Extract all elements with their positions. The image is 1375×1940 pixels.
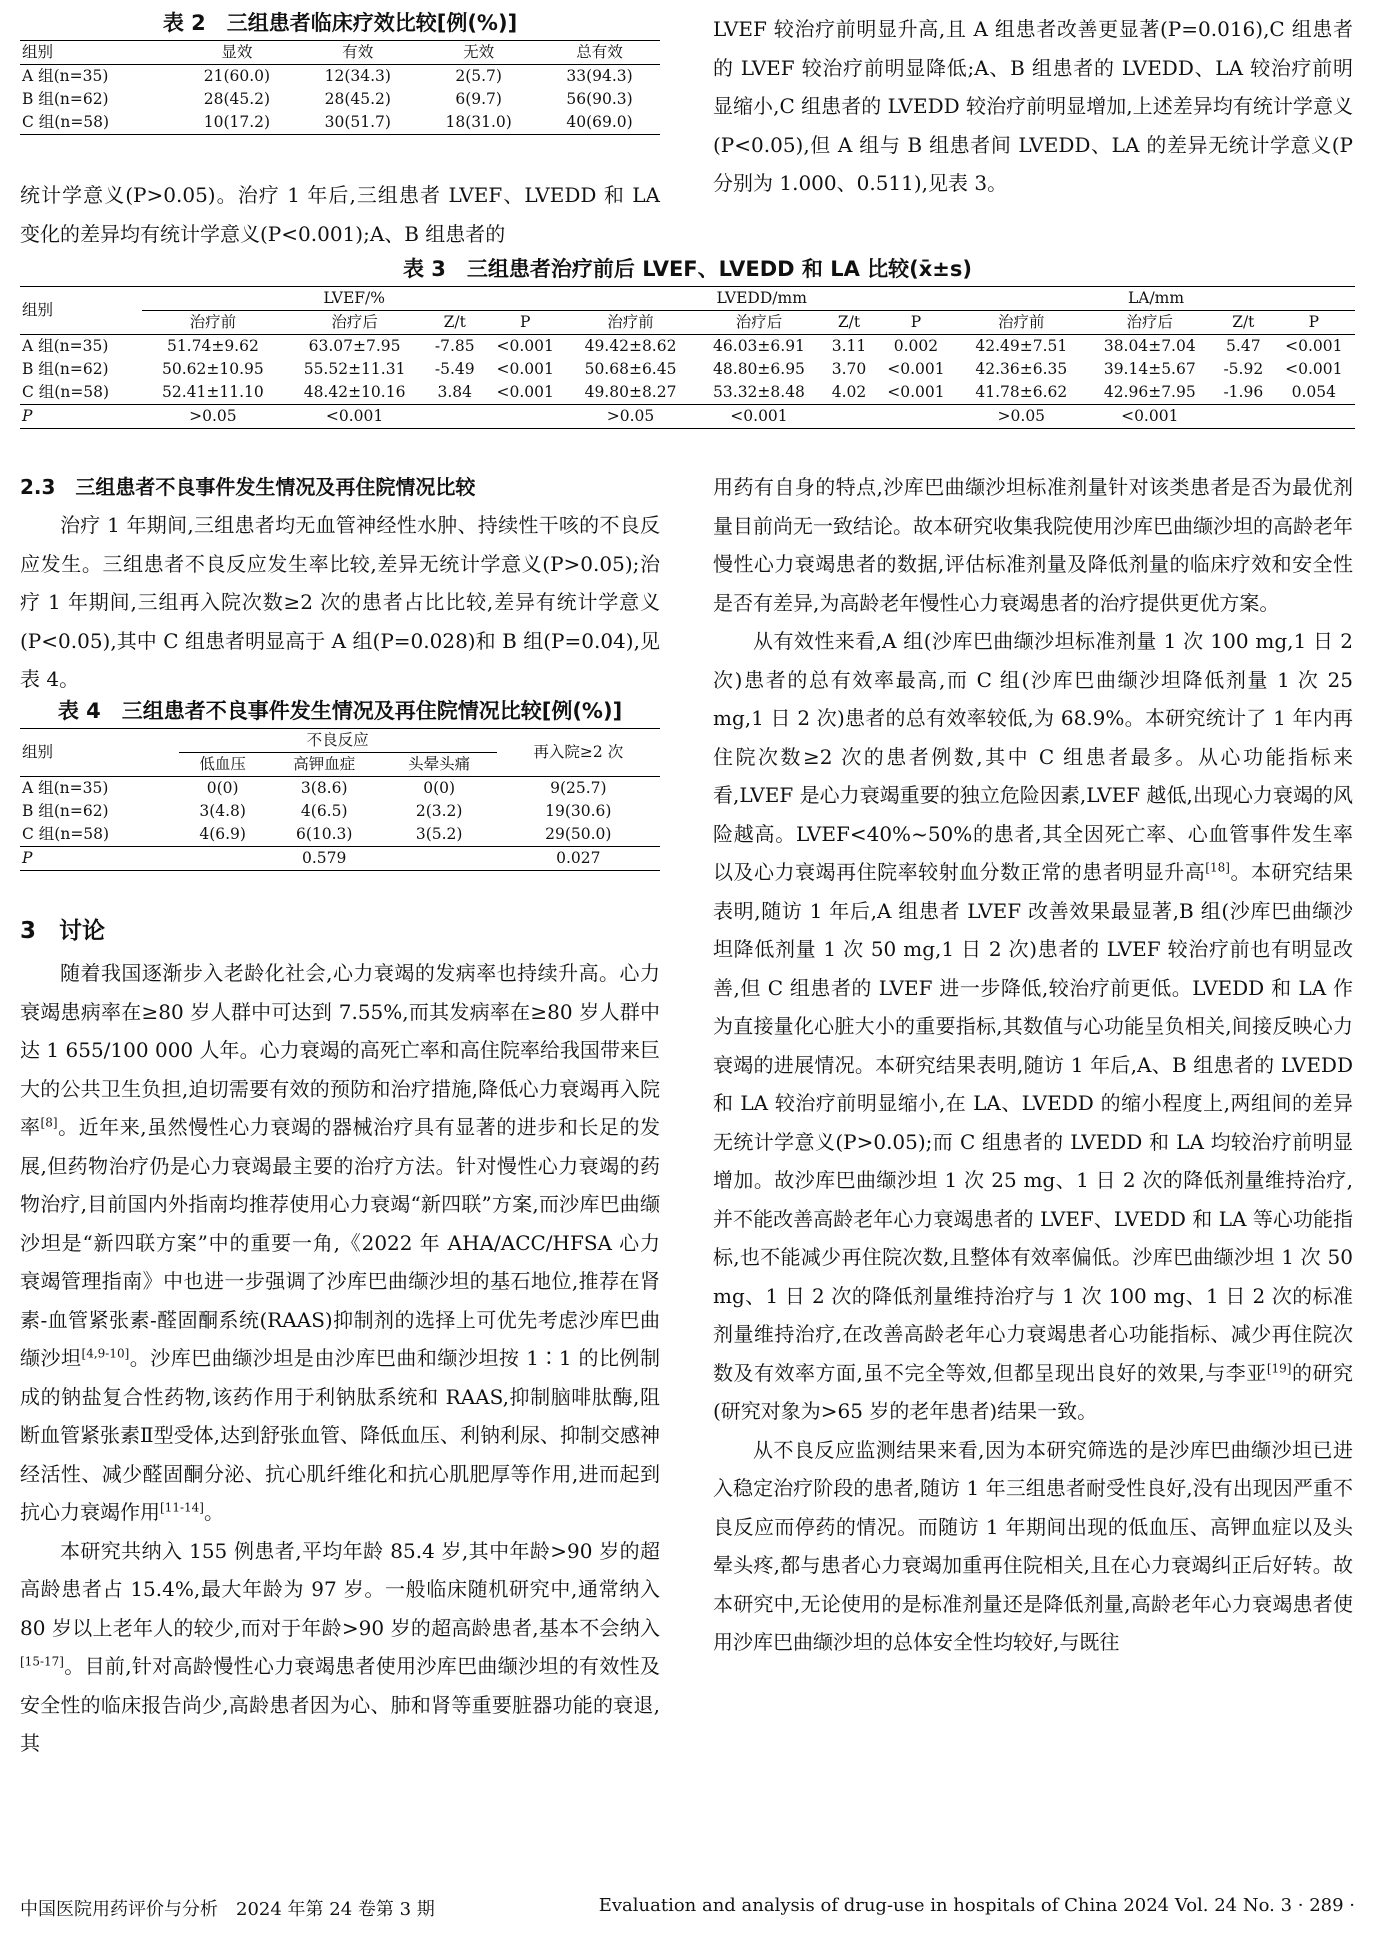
col-header: 治疗前 <box>189 313 237 331</box>
group-header-lvef: LVEF/% <box>142 287 566 311</box>
table-cell: <0.001 <box>887 383 945 401</box>
table-cell: 5.47 <box>1226 337 1261 355</box>
table-cell: <0.001 <box>496 337 554 355</box>
paragraph: 随着我国逐渐步入老龄化社会,心力衰竭的发病率也持续升高。心力衰竭患病率在≥80 岁人群中可达到 7.55%,而其发病率在≥80 岁人群中达 1 655/100 000 人年。心力衰竭的高死亡率和高住院率给我国带来巨大的公共卫生负担,迫切需要有效的预防和治疗措施,降低心力衰竭再入院率[8]。近年来,虽然慢性心力衰竭的器械治疗具有显著的进步和长足的发展,但药物治疗仍是心力衰竭最主要的治疗方法。针对慢性心力衰竭的药物治疗,目前国内外指南均推荐使用心力衰竭“新四联”方案,而沙库巴曲缬沙坦是“新四联方案”中的重要一角,《2022 年 AHA/ACC/HFSA 心力衰竭管理指南》中也进一步强调了沙库巴曲缬沙坦的基石地位,推荐在肾素-血管紧张素-醛固酮系统(RAAS)抑制剂的选择上可优先考虑沙库巴曲缬沙坦[4,9-10]。沙库巴曲缬沙坦是由沙库巴曲和缬沙坦按 1∶1 的比例制成的钠盐复合性药物,该药作用于利钠肽系统和 RAAS,抑制脑啡肽酶,阻断血管紧张素Ⅱ型受体,达到舒张血管、降低血压、利钠利尿、抑制交感神经活性、减少醛固酮分泌、抗心肌纤维化和抗心肌肥厚等作用,进而起到抗心力衰竭作用[11-14]。 <box>20 961 661 1524</box>
table-cell: 48.80±6.95 <box>713 360 805 378</box>
table-cell: <0.001 <box>1285 360 1343 378</box>
table-row <box>20 777 660 801</box>
table-cell: 0.579 <box>302 849 347 867</box>
table-cell: 49.42±8.62 <box>584 337 677 355</box>
right-top-text: LVEF 较治疗前明显升高,且 A 组患者改善更显著(P=0.016),C 组患者的 LVEF 较治疗前明显降低;A、B 组患者的 LVEDD、LA 较治疗前明显缩小,C 组患者的 LVEDD 较治疗前明显增加,上述差异均有统计学意义(P<0.05),但 A 组与 B 组患者间 LVEDD、LA 的差异无统计学意义(P 分别为 1.000、0.511),见表 3。 <box>713 17 1353 195</box>
table-cell: B 组(n=62) <box>22 90 109 108</box>
col-header: 低血压 <box>199 755 246 773</box>
table-cell: 3(5.2) <box>415 825 463 843</box>
table-cell: 50.68±6.45 <box>584 360 677 378</box>
table-cell: 53.32±8.48 <box>713 383 805 401</box>
table-cell: <0.001 <box>496 383 554 401</box>
table-cell: 39.14±5.67 <box>1103 360 1196 378</box>
col-header: Z/t <box>443 313 466 331</box>
table-cell: C 组(n=58) <box>22 825 110 843</box>
table-cell: 0.027 <box>556 849 601 867</box>
col-header: 治疗后 <box>735 313 783 331</box>
table-cell: A 组(n=35) <box>22 337 109 355</box>
table-cell: <0.001 <box>1285 337 1343 355</box>
table-row <box>20 800 660 823</box>
table-3-group-row <box>20 287 1355 311</box>
table-cell: 3.11 <box>831 337 867 355</box>
table-cell: >0.05 <box>189 407 237 425</box>
table-cell: P <box>22 407 33 425</box>
table-cell: 12(34.3) <box>324 67 391 85</box>
table-2-caption: 表 2 三组患者临床疗效比较[例(%)] <box>162 11 518 35</box>
col-header: 治疗前 <box>607 313 654 331</box>
table-cell: 55.52±11.31 <box>303 360 406 378</box>
discussion-right <box>713 468 1353 1662</box>
table-row <box>20 358 1355 381</box>
table-3 <box>20 252 1355 429</box>
col-header: 组别 <box>20 729 179 777</box>
table-4-group-row <box>20 729 660 753</box>
table-cell: 52.41±11.10 <box>162 383 264 401</box>
table-cell: 28(45.2) <box>324 90 391 108</box>
table-row <box>20 65 660 89</box>
citation: [15-17] <box>20 1654 64 1669</box>
table-cell: 3.84 <box>437 383 472 401</box>
table-cell: C 组(n=58) <box>22 113 110 131</box>
table-cell: >0.05 <box>997 407 1046 425</box>
table-cell: 48.42±10.16 <box>303 383 406 401</box>
table-cell: -5.49 <box>434 360 475 378</box>
table-cell <box>1214 405 1273 429</box>
table-cell: 4(6.5) <box>300 802 348 820</box>
table-cell: 49.80±8.27 <box>584 383 677 401</box>
table-cell: 42.49±7.51 <box>975 337 1068 355</box>
table-row <box>20 111 660 135</box>
table-row <box>20 335 1355 359</box>
group-header-adverse: 不良反应 <box>179 729 497 753</box>
table-row <box>20 381 1355 405</box>
left-top-paragraph <box>20 176 660 253</box>
table-cell: <0.001 <box>325 407 384 425</box>
table-cell: <0.001 <box>1121 407 1179 425</box>
paragraph: 从不良反应监测结果来看,因为本研究筛选的是沙库巴曲缬沙坦已进入稳定治疗阶段的患者,随访 1 年三组患者耐受性良好,没有出现因严重不良反应而停药的情况。而随访 1 年期间出现的低血压、高钾血症以及头晕头疼,都与患者心力衰竭加重再住院相关,且在心力衰竭纠正后好转。故本研究中,无论使用的是标准剂量还是降低剂量,高龄老年心力衰竭患者使用沙库巴曲缬沙坦的总体安全性均较好,与既往 <box>713 1437 1353 1654</box>
table-cell: <0.001 <box>730 407 788 425</box>
col-header: 组别 <box>20 287 142 335</box>
table-cell: 3(4.8) <box>199 802 246 820</box>
table-cell: 4(6.9) <box>199 825 246 843</box>
table-row <box>20 88 660 111</box>
table-3-caption: 表 3 三组患者治疗前后 LVEF、LVEDD 和 LA 比较(x̄±s) <box>402 257 973 281</box>
table-cell: 33(94.3) <box>566 67 633 85</box>
table-2-header-row <box>20 41 660 65</box>
table-cell: B 组(n=62) <box>22 802 109 820</box>
table-4 <box>20 694 660 871</box>
table-cell: 3.70 <box>831 360 867 378</box>
footer-journal-en: Evaluation and analysis of drug-use in hospitals of China 2024 Vol. 24 No. 3 · 289 · <box>598 1895 1355 1916</box>
footer-journal-cn: 中国医院用药评价与分析 2024 年第 24 卷第 3 期 <box>20 1899 435 1920</box>
col-header: P <box>519 313 531 331</box>
table-cell: A 组(n=35) <box>22 67 109 85</box>
table-cell: -5.92 <box>1223 360 1264 378</box>
table-cell: <0.001 <box>887 360 945 378</box>
table-3-subheader-row <box>20 311 1355 335</box>
col-header: 有效 <box>342 43 374 61</box>
table-2 <box>20 6 660 135</box>
table-cell: 41.78±6.62 <box>975 383 1068 401</box>
table-cell <box>823 405 875 429</box>
table-cell: 42.36±6.35 <box>975 360 1068 378</box>
citation: [18] <box>1205 860 1230 875</box>
col-header: 无效 <box>463 43 495 61</box>
table-cell: 6(10.3) <box>295 825 353 843</box>
table-cell <box>1273 405 1355 429</box>
table-cell: -7.85 <box>434 337 475 355</box>
table-cell: >0.05 <box>606 407 655 425</box>
col-header: 总有效 <box>576 43 623 61</box>
col-header: 治疗后 <box>331 313 378 331</box>
citation: [11-14] <box>160 1500 204 1515</box>
table-cell: 63.07±7.95 <box>308 337 401 355</box>
table-cell: A 组(n=35) <box>22 779 109 797</box>
col-header: 治疗前 <box>998 313 1045 331</box>
table-cell: B 组(n=62) <box>22 360 109 378</box>
table-cell: 3(8.6) <box>300 779 348 797</box>
section-2-3-heading: 2.3 三组患者不良事件发生情况及再住院情况比较 <box>20 475 476 499</box>
citation: [4,9-10] <box>81 1346 130 1361</box>
table-cell: 2(5.7) <box>455 67 502 85</box>
table-cell: 30(51.7) <box>324 113 391 131</box>
table-cell <box>875 405 957 429</box>
group-header-la: LA/mm <box>957 287 1355 311</box>
paragraph: 治疗 1 年期间,三组患者均无血管神经性水肿、持续性干咳的不良反应发生。三组患者不良反应发生率比较,差异无统计学意义(P>0.05);治疗 1 年期间,三组再入院次数≥2 次的患者占比比较,差异有统计学意义(P<0.05),其中 C 组患者明显高于 A 组(P=0.028)和 B 组(P=0.04),见表 4。 <box>20 513 660 691</box>
table-cell: 18(31.0) <box>445 113 512 131</box>
left-top-text: 统计学意义(P>0.05)。治疗 1 年后,三组患者 LVEF、LVEDD 和 LA 变化的差异均有统计学意义(P<0.001);A、B 组患者的 <box>20 183 660 246</box>
table-4-caption: 表 4 三组患者不良事件发生情况及再住院情况比较[例(%)] <box>57 699 623 723</box>
discussion-left <box>20 908 660 1763</box>
table-cell: 10(17.2) <box>203 113 271 131</box>
table-cell <box>425 405 484 429</box>
table-cell <box>179 847 267 871</box>
col-header: P <box>1308 313 1320 331</box>
table-cell: 19(30.6) <box>545 802 612 820</box>
table-p-row <box>20 405 1355 429</box>
table-cell: P <box>22 849 33 867</box>
table-cell: 0(0) <box>423 779 456 797</box>
table-cell: 51.74±9.62 <box>166 337 259 355</box>
col-header: 组别 <box>22 43 54 61</box>
table-cell: 0(0) <box>206 779 239 797</box>
col-header: 治疗后 <box>1126 313 1174 331</box>
col-header: P <box>910 313 922 331</box>
table-cell: 0.002 <box>893 337 939 355</box>
table-cell: 28(45.2) <box>203 90 271 108</box>
right-top-paragraph <box>713 10 1353 203</box>
section-3-heading: 3 讨论 <box>20 918 106 944</box>
table-cell: 42.96±7.95 <box>1103 383 1196 401</box>
table-cell: 4.02 <box>831 383 867 401</box>
paragraph: 本研究共纳入 155 例患者,平均年龄 85.4 岁,其中年龄>90 岁的超高龄患者占 15.4%,最大年龄为 97 岁。一般临床随机研究中,通常纳入 80 岁以上老年人的较少,而对于年龄>90 岁的超高龄患者,基本不会纳入[15-17]。目前,针对高龄慢性心力衰竭患者使用沙库巴曲缬沙坦的有效性及安全性的临床报告尚少,高龄患者因为心、肺和肾等重要脏器功能的衰退,其 <box>20 1538 660 1755</box>
table-cell: C 组(n=58) <box>22 383 110 401</box>
table-cell: <0.001 <box>496 360 554 378</box>
table-cell: -1.96 <box>1223 383 1264 401</box>
paragraph: 从有效性来看,A 组(沙库巴曲缬沙坦标准剂量 1 次 100 mg,1 日 2 次)患者的总有效率最高,而 C 组(沙库巴曲缬沙坦降低剂量 1 次 25 mg,1 日 2 次)患者的总有效率较低,为 68.9%。本研究统计了 1 年内再住院次数≥2 次的患者例数,其中 C 组患者最多。从心功能指标来看,LVEF 是心力衰竭重要的独立危险因素,LVEF 越低,出现心力衰竭的风险越高。LVEF<40%~50%的患者,其全因死亡率、心血管事件发生率以及心力衰竭再住院率较射血分数正常的患者明显升高[18]。本研究结果表明,随访 1 年后,A 组患者 LVEF 改善效果最显著,B 组(沙库巴曲缬沙坦降低剂量 1 次 50 mg,1 日 2 次)患者的 LVEF 较治疗前也有明显改善,但 C 组患者的 LVEF 进一步降低,较治疗前更低。LVEDD 和 LA 作为直接量化心脏大小的重要指标,其数值与心功能呈负相关,间接反映心力衰竭的进展情况。本研究结果表明,随访 1 年后,A、B 组患者的 LVEDD 和 LA 较治疗前明显缩小,在 LA、LVEDD 的缩小程度上,两组间的差异无统计学意义(P>0.05);而 C 组患者的 LVEDD 和 LA 均较治疗前明显增加。故沙库巴曲缬沙坦 1 次 25 mg、1 日 2 次的降低剂量维持治疗,并不能改善高龄老年心力衰竭患者的 LVEF、LVEDD 和 LA 等心功能指标,也不能减少再住院次数,且整体有效率偏低。沙库巴曲缬沙坦 1 次 50 mg、1 日 2 次的降低剂量维持治疗与 1 次 100 mg、1 日 2 次的标准剂量维持治疗,在改善高龄老年心力衰竭患者心功能指标、减少再住院次数及有效率方面,虽不完全等效,但都呈现出良好的效果,与李亚[19]的研究(研究对象为>65 岁的老年患者)结果一致。 <box>713 629 1354 1423</box>
table-cell: 56(90.3) <box>566 90 633 108</box>
table-cell: 46.03±6.91 <box>713 337 805 355</box>
left-column <box>20 468 660 699</box>
table-cell: 6(9.7) <box>455 90 502 108</box>
table-cell: 9(25.7) <box>550 779 607 797</box>
citation: [19] <box>1266 1360 1292 1375</box>
group-header-lvedd: LVEDD/mm <box>566 287 957 311</box>
col-header: 显效 <box>221 43 253 61</box>
citation: [8] <box>40 1115 58 1130</box>
col-header: Z/t <box>837 313 861 331</box>
table-cell: 0.054 <box>1291 383 1336 401</box>
col-header-readmit: 再入院≥2 次 <box>497 729 660 777</box>
col-header: 高钾血症 <box>293 755 356 773</box>
table-cell: 50.62±10.95 <box>162 360 264 378</box>
table-cell: 2(3.2) <box>415 802 463 820</box>
table-cell: 29(50.0) <box>545 825 612 843</box>
table-cell: 21(60.0) <box>203 67 271 85</box>
table-row <box>20 823 660 847</box>
table-cell <box>382 847 497 871</box>
table-cell: 38.04±7.04 <box>1103 337 1196 355</box>
paragraph: 用药有自身的特点,沙库巴曲缬沙坦标准剂量针对该类患者是否为最优剂量目前尚无一致结论。故本研究收集我院使用沙库巴曲缬沙坦的高龄老年慢性心力衰竭患者的数据,评估标准剂量及降低剂量的临床疗效和安全性是否有差异,为高龄老年慢性心力衰竭患者的治疗提供更优方案。 <box>713 475 1353 615</box>
table-p-row <box>20 847 660 871</box>
col-header: 头晕头痛 <box>408 755 471 773</box>
table-cell: 40(69.0) <box>566 113 633 131</box>
col-header: Z/t <box>1232 313 1255 331</box>
table-cell <box>484 405 566 429</box>
